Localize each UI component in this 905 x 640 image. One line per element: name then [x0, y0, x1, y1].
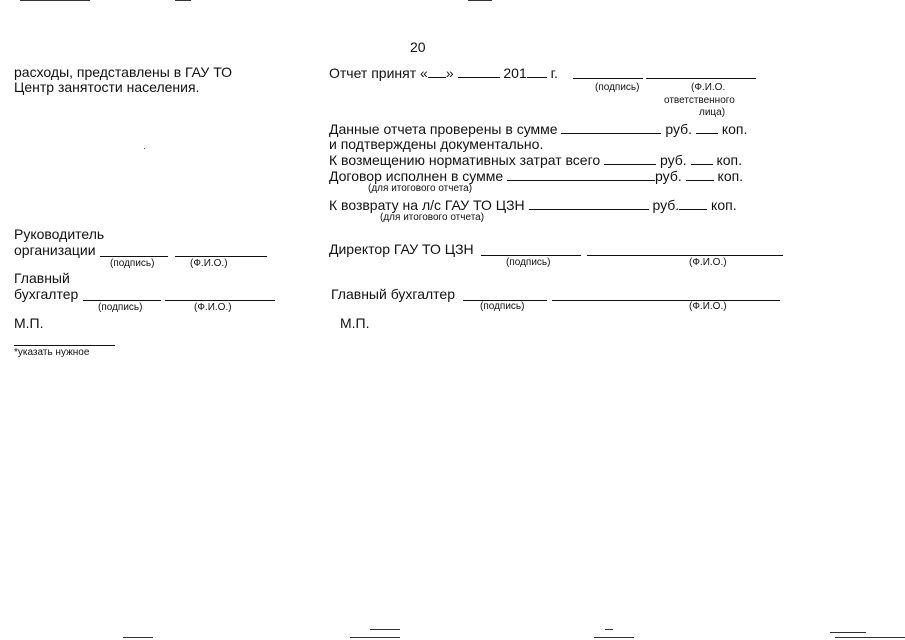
month-blank [458, 65, 500, 78]
accept-signature-caption: (подпись) [595, 82, 640, 93]
reimburse-kop-blank [691, 152, 713, 165]
report-g: г. [550, 65, 558, 81]
stamp-left: М.П. [14, 315, 44, 331]
accept-fio-caption-3: лица) [699, 107, 726, 118]
contract-kop-blank [686, 168, 714, 181]
day-blank [428, 65, 446, 78]
contract-rub: руб. [655, 168, 682, 184]
report-accepted-prefix: Отчет принят « [329, 65, 428, 81]
accept-fio-line [646, 78, 756, 79]
reimburse-amount-blank [604, 152, 656, 165]
head-signature-caption: (подпись) [110, 258, 155, 269]
year-blank [527, 65, 547, 78]
contract-kop: коп. [717, 168, 744, 184]
director-fio-line [587, 255, 783, 256]
reimburse-rub: руб. [659, 152, 687, 168]
stamp-right: М.П. [340, 315, 370, 331]
chief-label-1: Главный [14, 270, 70, 286]
checked-text: Данные отчета проверены в сумме [329, 121, 558, 137]
head-fio-caption: (Ф.И.О.) [190, 258, 228, 269]
right-chief-fio-caption: (Ф.И.О.) [689, 301, 727, 312]
right-chief-signature-caption: (подпись) [480, 301, 525, 312]
scan-artifact-bottom-6 [830, 632, 866, 633]
head-fio-line [175, 256, 267, 257]
scan-artifact-top-1 [20, 0, 90, 1]
checked-kop: коп. [721, 121, 748, 137]
scan-artifact-bottom-2 [350, 637, 400, 638]
refund-kop-blank [679, 197, 707, 210]
refund-line [329, 197, 737, 212]
refund-kop: коп. [711, 197, 737, 213]
right-chief-fio-line [552, 300, 780, 301]
accept-fio-caption-1: (Ф.И.О. [691, 82, 726, 93]
head-label-2: организации [14, 242, 96, 258]
director-signature-line [481, 255, 581, 256]
scan-artifact-bottom-3 [370, 629, 400, 630]
contract-line [329, 168, 743, 183]
chief-label-2: бухгалтер [14, 286, 79, 302]
scan-dot [144, 148, 145, 149]
scan-artifact-bottom-4 [594, 637, 634, 638]
report-year: 201 [503, 65, 527, 81]
scan-artifact-bottom-1 [123, 637, 153, 638]
contract-text: Договор исполнен в сумме [329, 168, 504, 184]
director-signature-caption: (подпись) [506, 257, 551, 268]
final-report-note-1: (для итогового отчета) [368, 183, 473, 194]
reimburse-text: К возмещению нормативных затрат всего [329, 152, 601, 168]
scan-artifact-bottom-7 [835, 637, 905, 638]
final-report-note-2: (для итогового отчета) [380, 212, 485, 223]
footnote-separator [14, 345, 115, 346]
checked-amount-blank [561, 121, 661, 134]
director-fio-caption: (Ф.И.О.) [689, 257, 727, 268]
checked-rub: руб. [665, 121, 693, 137]
right-chief-label: Главный бухгалтер [331, 286, 455, 302]
reimburse-kop: коп. [716, 152, 742, 168]
confirmed-line: и подтверждены документально. [329, 136, 544, 152]
refund-amount-blank [529, 197, 649, 210]
director-label: Директор ГАУ ТО ЦЗН [329, 241, 474, 257]
checked-line [329, 121, 747, 136]
intro-line-1: расходы, представлены в ГАУ ТО [14, 64, 233, 80]
chief-fio-caption: (Ф.И.О.) [194, 302, 232, 313]
refund-rub: руб. [652, 197, 680, 213]
head-signature-line [100, 256, 168, 257]
reimburse-line [329, 152, 742, 167]
report-accepted-line [329, 65, 558, 80]
chief-signature-caption: (подпись) [98, 302, 143, 313]
checked-kop-blank [696, 121, 718, 134]
scan-artifact-bottom-5 [605, 629, 613, 630]
intro-line-2: Центр занятости населения. [14, 79, 200, 95]
scan-artifact-top-2 [175, 0, 191, 1]
report-accepted-quote: » [445, 65, 454, 81]
contract-amount-blank [507, 168, 655, 181]
footnote: *указать нужное [14, 347, 90, 358]
accept-signature-line [573, 78, 643, 79]
chief-signature-line [83, 300, 161, 301]
head-label-1: Руководитель [14, 226, 105, 242]
refund-text: К возврату на л/с ГАУ ТО ЦЗН [329, 197, 525, 213]
page-number: 20 [410, 39, 426, 55]
scan-artifact-top-3 [468, 0, 492, 1]
accept-fio-caption-2: ответственного [664, 95, 735, 106]
chief-fio-line [165, 300, 275, 301]
